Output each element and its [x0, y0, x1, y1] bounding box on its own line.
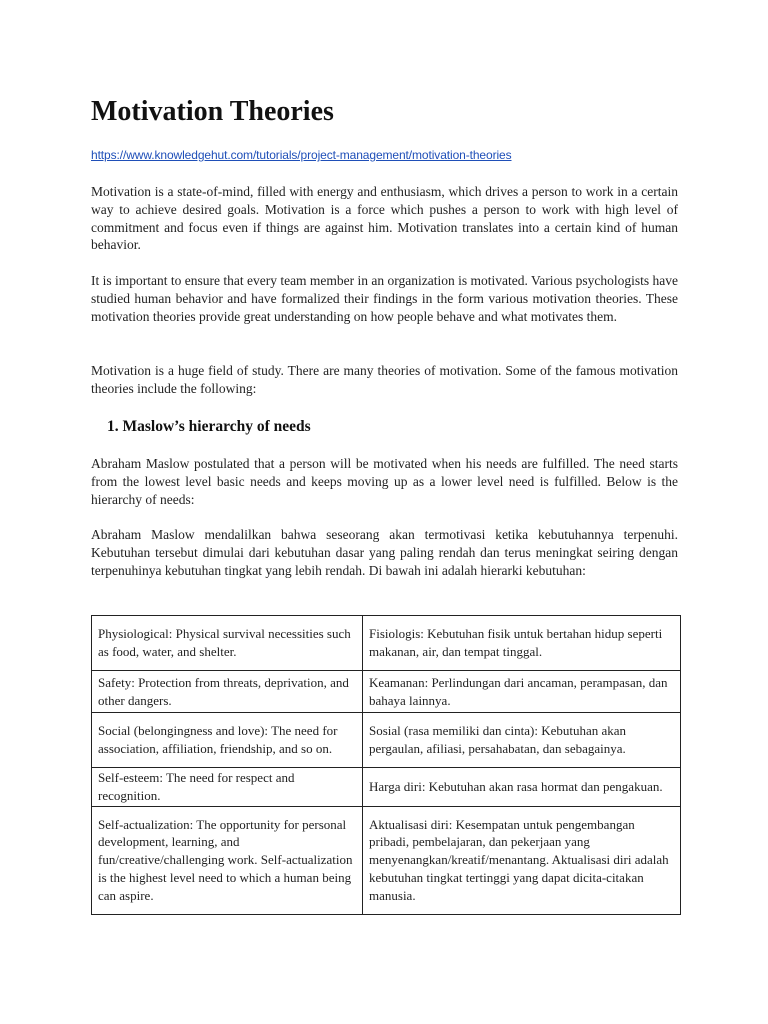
- need-cell-id: Aktualisasi diri: Kesempatan untuk pengembangan pribadi, pembelajaran, dan pekerjaan yang menyenangkan/kreatif/menantang. Aktualisasi diri adalah kebutuhan tingkat tertinggi yang dapat dicita-citakan manusia.: [363, 806, 681, 914]
- need-cell-en: Self-actualization: The opportunity for personal development, learning, and fun/creative/challenging work. Self-actualization is the highest level need to which a human being can aspire.: [92, 806, 363, 914]
- table-row: [92, 806, 681, 914]
- need-cell-id: Fisiologis: Kebutuhan fisik untuk bertahan hidup seperti makanan, air, dan tempat tinggal.: [363, 616, 681, 671]
- need-cell-id: Keamanan: Perlindungan dari ancaman, perampasan, dan bahaya lainnya.: [363, 671, 681, 713]
- intro-paragraph-1: Motivation is a state-of-mind, filled with energy and enthusiasm, which drives a person to work in a certain way to achieve desired goals. Motivation is a force which pushes a person to work with high level of commitment and focus even if things are against him. Motivation translates into a certain kind of human behavior.: [91, 184, 678, 253]
- need-cell-id: Harga diri: Kebutuhan akan rasa hormat dan pengakuan.: [363, 768, 681, 807]
- need-cell-en: Self-esteem: The need for respect and recognition.: [92, 768, 363, 807]
- maslow-paragraph-en: Abraham Maslow postulated that a person will be motivated when his needs are fulfilled. The need starts from the lowest level basic needs and keeps moving up as a lower level need is fulfilled. Below is the hierarchy of needs:: [91, 456, 678, 507]
- need-cell-en: Safety: Protection from threats, deprivation, and other dangers.: [92, 671, 363, 713]
- section-heading-maslow: 1. Maslow’s hierarchy of needs: [107, 418, 311, 435]
- source-link[interactable]: https://www.knowledgehut.com/tutorials/project-management/motivation-theories: [91, 148, 512, 162]
- needs-table: [91, 615, 681, 915]
- need-cell-en: Social (belongingness and love): The need for association, affiliation, friendship, and so on.: [92, 713, 363, 768]
- table-row: [92, 616, 681, 671]
- maslow-paragraph-id: Abraham Maslow mendalilkan bahwa seseorang akan termotivasi ketika kebutuhannya terpenuhi. Kebutuhan tersebut dimulai dari kebutuhan dasar yang paling rendah dan terus meningkat seiring dengan terpenuhinya kebutuhan tingkat yang lebih rendah. Di bawah ini adalah hierarki kebutuhan:: [91, 527, 678, 578]
- intro-paragraph-3: Motivation is a huge field of study. There are many theories of motivation. Some of the famous motivation theories include the following:: [91, 363, 678, 396]
- table-row: [92, 671, 681, 713]
- intro-paragraph-2: It is important to ensure that every team member in an organization is motivated. Various psychologists have studied human behavior and have formalized their findings in the form various motivation theories. These motivation theories provide great understanding on how people behave and what motivates them.: [91, 273, 678, 324]
- need-cell-en: Physiological: Physical survival necessities such as food, water, and shelter.: [92, 616, 363, 671]
- table-row: [92, 768, 681, 807]
- table-row: [92, 713, 681, 768]
- document-title: Motivation Theories: [91, 96, 334, 127]
- need-cell-id: Sosial (rasa memiliki dan cinta): Kebutuhan akan pergaulan, afiliasi, persahabatan, dan sebagainya.: [363, 713, 681, 768]
